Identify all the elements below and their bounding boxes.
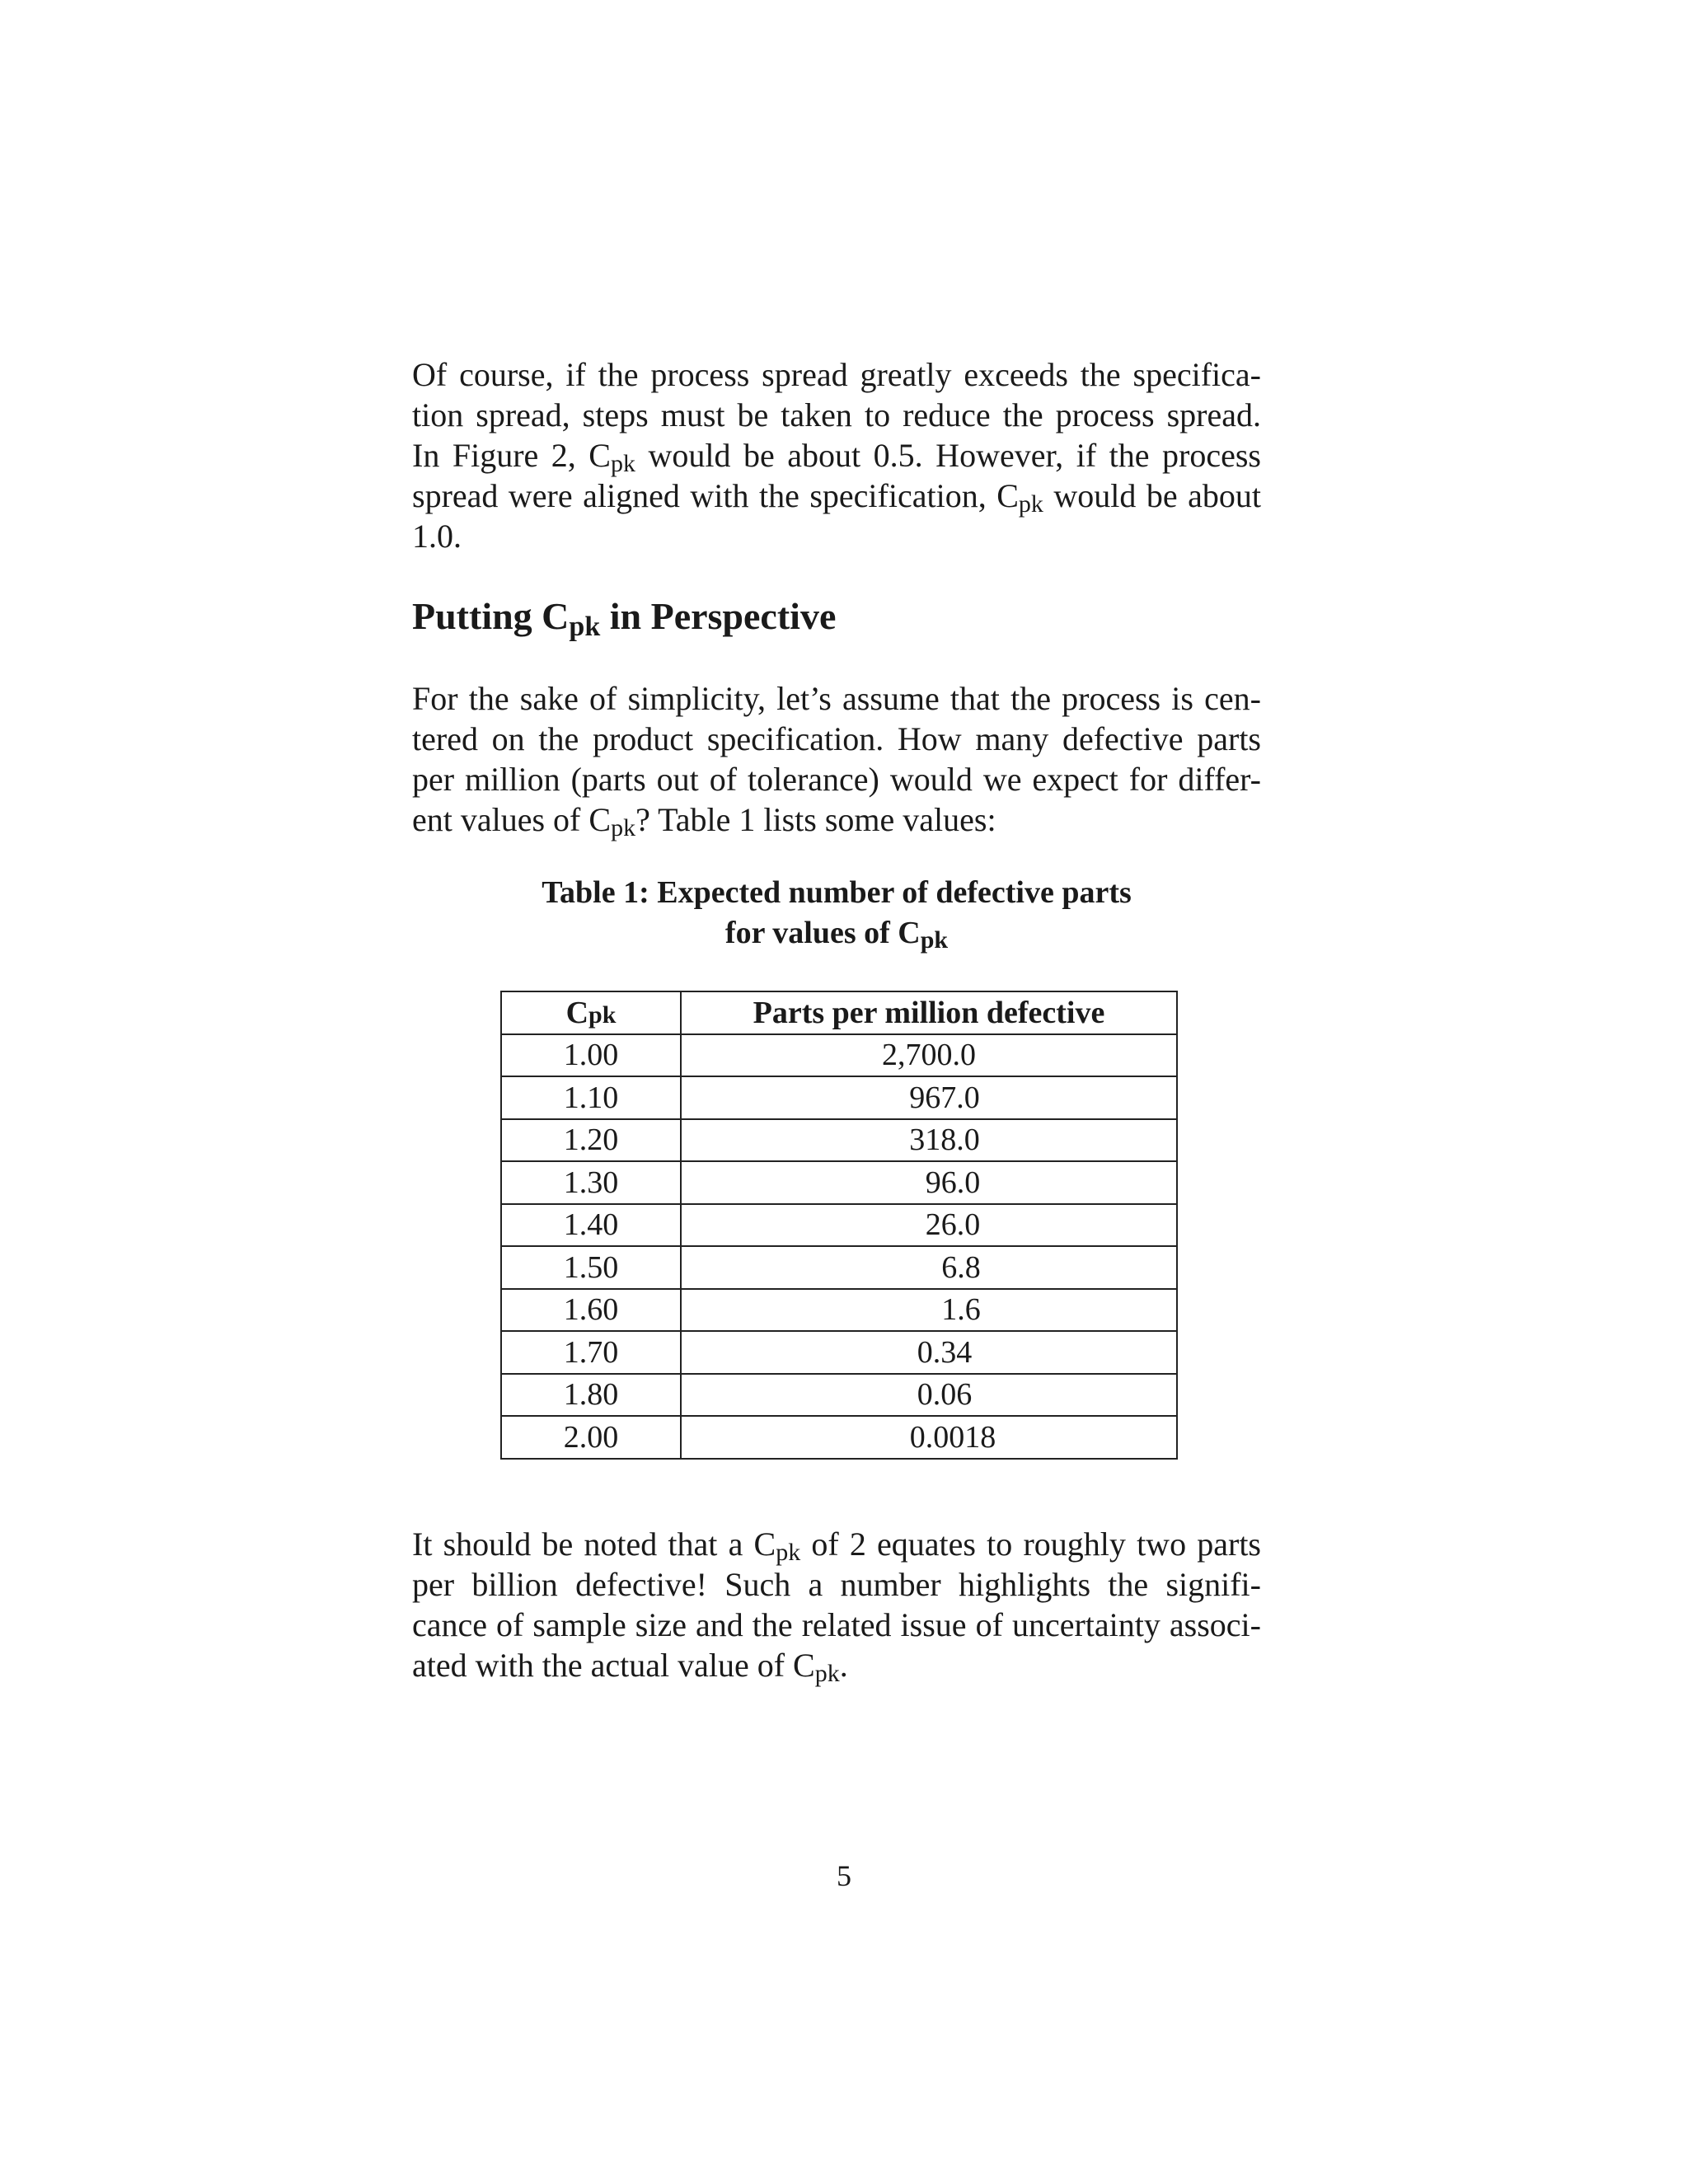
section-heading-before: Putting C [412,595,570,637]
cpk-cell: 1.70 [501,1331,681,1374]
table-row [501,1119,1177,1162]
section-heading [412,594,1261,642]
table-caption-line-1: Table 1: Expected number of defective parts [542,875,1132,910]
table-row [501,1289,1177,1332]
table-row [501,1204,1177,1247]
ppm-cell [681,1034,1177,1077]
ppm-cell [681,1161,1177,1204]
table-row [501,1076,1177,1119]
second-paragraph [412,678,1261,840]
ppm-value: 6.8 [941,1249,981,1285]
ppm-value: 2,700.0 [882,1038,976,1073]
intro-line-3-b: would be about 0.5. However, if the process [635,437,1261,474]
ppm-cell [681,1331,1177,1374]
intro-line-1: Of course, if the process spread greatly exceeds the specifica- [412,356,1261,393]
second-line-1: For the sake of simplicity, let’s assume that the process is cen- [412,680,1261,717]
cpk-cell: 1.20 [501,1119,681,1162]
closing-line-2: per billion defective! Such a number highlights the signifi- [412,1565,1261,1603]
intro-paragraph [412,354,1261,556]
intro-line-4 [412,476,1261,516]
ppm-cell [681,1416,1177,1459]
intro-line-4-sub: pk [1018,490,1043,518]
ppm-cell [681,1374,1177,1417]
intro-line-2: tion spread, steps must be taken to reduce the process spread. [412,396,1261,434]
ppm-cell [681,1119,1177,1162]
ppm-value: 0.0018 [909,1419,996,1455]
header-cpk-main: C [565,995,589,1030]
table-caption [412,873,1261,954]
closing-line-1-sub: pk [776,1538,801,1566]
cpk-cell: 1.30 [501,1161,681,1204]
table-row [501,1416,1177,1459]
cpk-cell: 1.00 [501,1034,681,1077]
second-line-4-b: ? Table 1 lists some values: [635,801,996,838]
second-line-4-a: ent values of C [412,801,612,838]
closing-line-4-a: ated with the actual value of C [412,1646,815,1684]
table-caption-line-2-text: for values of C [724,916,921,950]
ppm-value: 0.06 [917,1377,973,1413]
closing-line-1 [412,1524,1261,1564]
page-number: 5 [837,1859,851,1892]
table-row [501,1374,1177,1417]
table-row [501,1331,1177,1374]
header-cpk-sub: pk [588,1001,617,1029]
cpk-table [500,991,1178,1460]
second-line-2: tered on the product specification. How many defective parts [412,720,1261,757]
table-caption-line-2 [412,913,1261,954]
ppm-cell [681,1076,1177,1119]
section-heading-sub: pk [569,612,601,642]
header-ppm: Parts per million defective [681,991,1177,1034]
closing-line-1-b: of 2 equates to roughly two parts [800,1525,1261,1563]
cpk-cell: 1.50 [501,1246,681,1289]
second-line-4-sub: pk [611,814,636,841]
cpk-cell: 2.00 [501,1416,681,1459]
closing-line-4-b: . [839,1646,848,1684]
ppm-value: 1.6 [941,1292,981,1328]
table-row [501,1161,1177,1204]
cpk-cell: 1.80 [501,1374,681,1417]
ppm-value: 0.34 [917,1334,973,1370]
closing-line-3: cance of sample size and the related issue of uncertainty associ- [412,1605,1261,1643]
cpk-cell: 1.60 [501,1289,681,1332]
intro-line-3-a: In Figure 2, C [412,437,611,474]
intro-line-3 [412,435,1261,476]
closing-paragraph [412,1524,1261,1685]
intro-line-3-sub: pk [610,450,635,477]
section-heading-after: in Perspective [600,595,837,637]
table-caption-line-2-sub: pk [920,926,949,954]
ppm-cell [681,1204,1177,1247]
ppm-cell [681,1289,1177,1332]
intro-line-4-a: spread were aligned with the specification, C [412,477,1019,514]
cpk-cell: 1.10 [501,1076,681,1119]
table-row [501,1246,1177,1289]
ppm-cell [681,1246,1177,1289]
second-line-3: per million (parts out of tolerance) would we expect for differ- [412,761,1261,798]
ppm-value: 26.0 [925,1207,981,1243]
second-line-4 [412,799,1261,840]
closing-line-4 [412,1645,1261,1685]
cpk-cell: 1.40 [501,1204,681,1247]
table-row [501,1034,1177,1077]
closing-line-1-a: It should be noted that a C [412,1525,776,1563]
header-cpk [501,991,681,1034]
ppm-value: 318.0 [909,1122,980,1158]
intro-line-5: 1.0. [412,518,462,555]
page-body [412,354,1261,1685]
ppm-value: 96.0 [925,1165,981,1200]
intro-line-4-b: would be about [1043,477,1262,514]
table-header-row [501,991,1177,1034]
ppm-value: 967.0 [909,1080,980,1115]
closing-line-4-sub: pk [814,1659,840,1687]
